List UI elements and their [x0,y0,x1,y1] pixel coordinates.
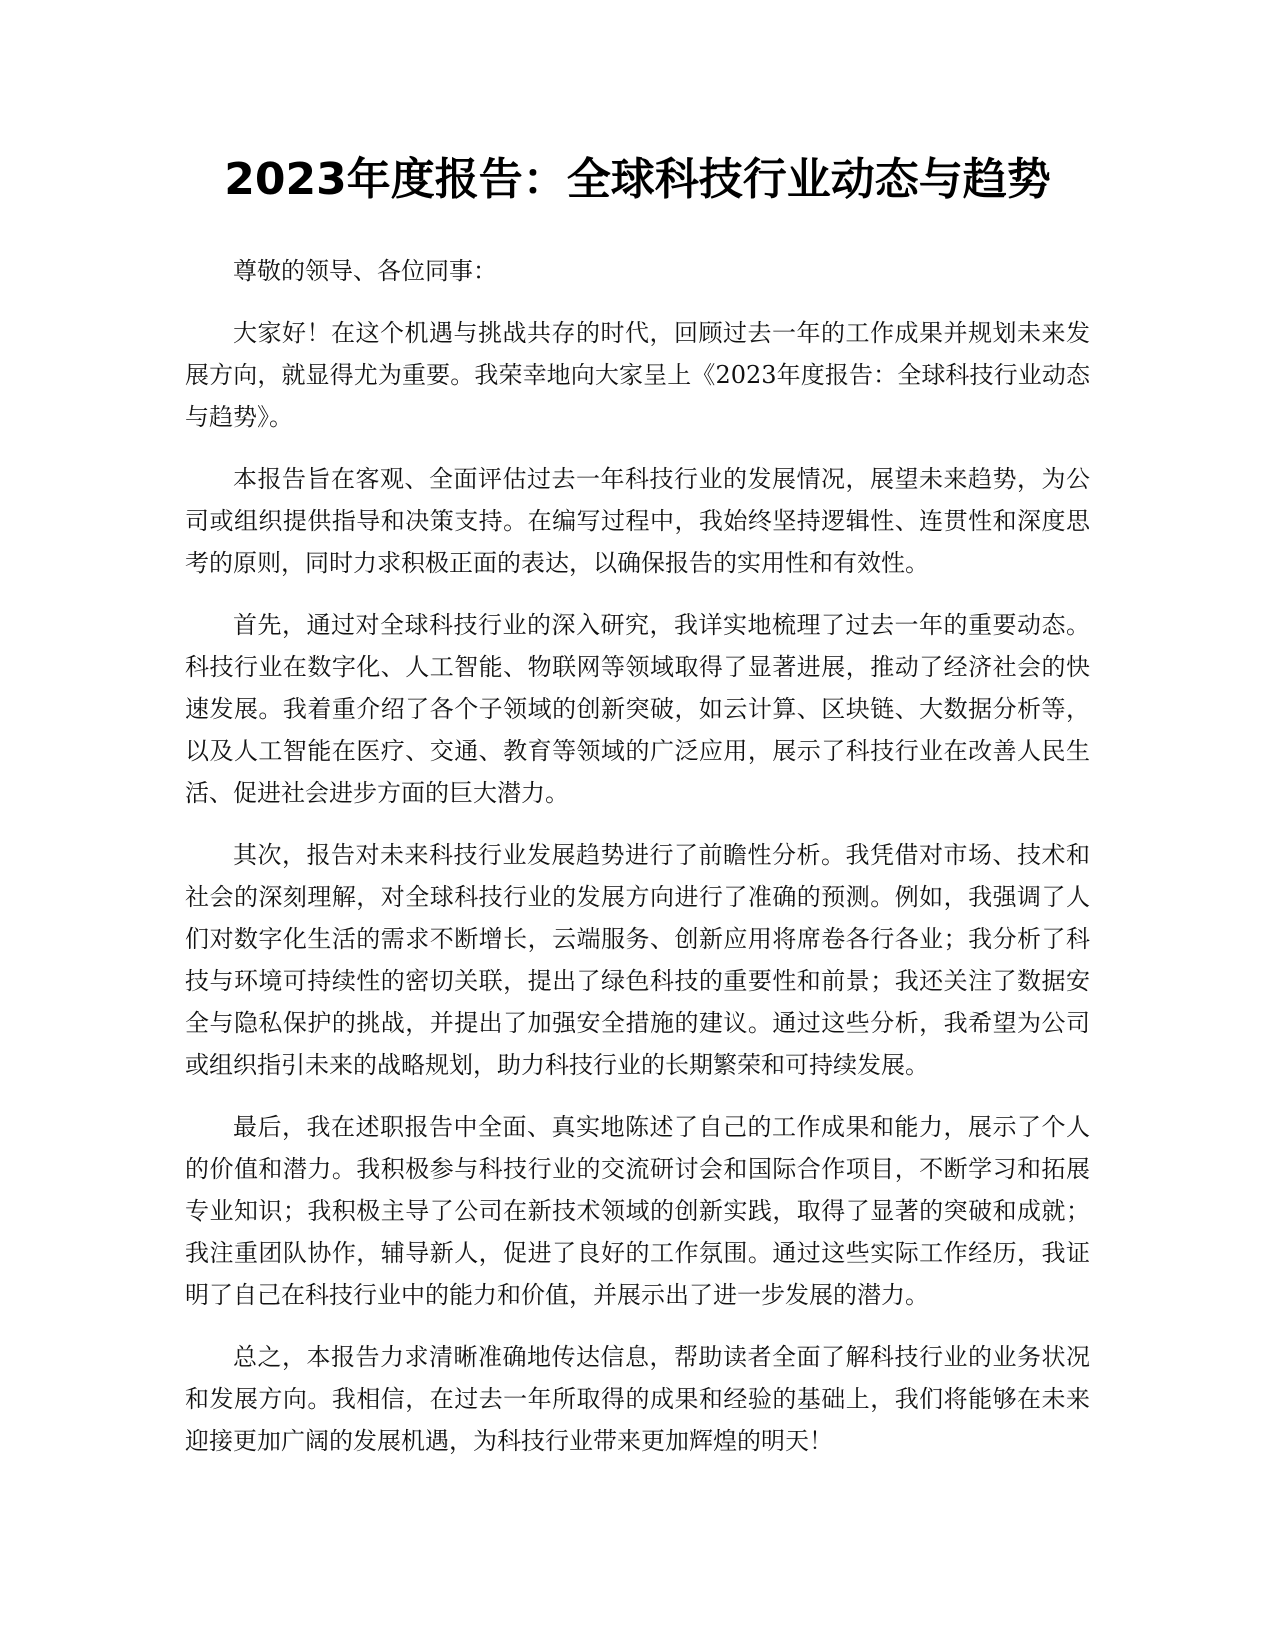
second-point-paragraph: 其次，报告对未来科技行业发展趋势进行了前瞻性分析。我凭借对市场、技术和社会的深刻理解，对全球科技行业的发展方向进行了准确的预测。例如，我强调了人们对数字化生活的需求不断增长，云端服务、创新应用将席卷各行各业；我分析了科技与环境可持续性的密切关联，提出了绿色科技的重要性和前景；我还关注了数据安全与隐私保护的挑战，并提出了加强安全措施的建议。通过这些分析，我希望为公司或组织指引未来的战略规划，助力科技行业的长期繁荣和可持续发展。 [185,841,1090,1079]
final-point-paragraph: 最后，我在述职报告中全面、真实地陈述了自己的工作成果和能力，展示了个人的价值和潜力。我积极参与科技行业的交流研讨会和国际合作项目，不断学习和拓展专业知识；我积极主导了公司在新技术领域的创新实践，取得了显著的突破和成就；我注重团队协作，辅导新人，促进了良好的工作氛围。通过这些实际工作经历，我证明了自己在科技行业中的能力和价值，并展示出了进一步发展的潜力。 [185,1113,1090,1309]
document-title: 2023年度报告：全球科技行业动态与趋势 [224,154,1051,205]
intro-paragraph: 大家好！在这个机遇与挑战共存的时代，回顾过去一年的工作成果并规划未来发展方向，就显得尤为重要。我荣幸地向大家呈上《2023年度报告：全球科技行业动态与趋势》。 [185,319,1090,431]
salutation-paragraph: 尊敬的领导、各位同事： [233,257,497,285]
purpose-paragraph: 本报告旨在客观、全面评估过去一年科技行业的发展情况，展望未来趋势，为公司或组织提供指导和决策支持。在编写过程中，我始终坚持逻辑性、连贯性和深度思考的原则，同时力求积极正面的表达，以确保报告的实用性和有效性。 [185,465,1090,577]
first-point-paragraph: 首先，通过对全球科技行业的深入研究，我详实地梳理了过去一年的重要动态。科技行业在数字化、人工智能、物联网等领域取得了显著进展，推动了经济社会的快速发展。我着重介绍了各个子领域的创新突破，如云计算、区块链、大数据分析等，以及人工智能在医疗、交通、教育等领域的广泛应用，展示了科技行业在改善人民生活、促进社会进步方面的巨大潜力。 [185,611,1090,807]
document-body [185,250,1090,1482]
conclusion-paragraph: 总之，本报告力求清晰准确地传达信息，帮助读者全面了解科技行业的业务状况和发展方向。我相信，在过去一年所取得的成果和经验的基础上，我们将能够在未来迎接更加广阔的发展机遇，为科技行业带来更加辉煌的明天！ [185,1343,1090,1455]
